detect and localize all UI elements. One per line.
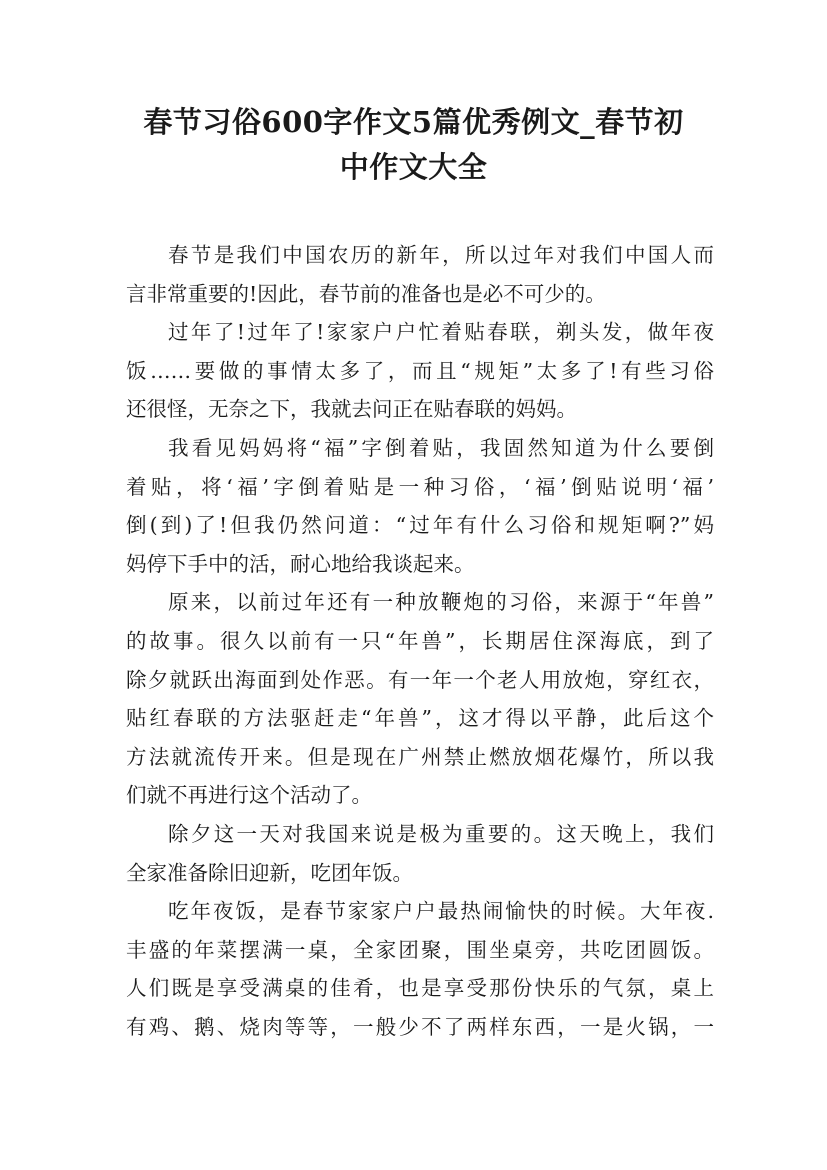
paragraph-line: 着贴，将‘福’字倒着贴是一种习俗，‘福’倒贴说明‘福’: [126, 474, 714, 499]
paragraph-line: 除夕就跃出海面到处作恶。有一年一个老人用放炮，穿红衣，: [126, 667, 714, 692]
paragraph-line: 们就不再进行这个活动了。: [126, 783, 372, 808]
paragraph-line: 我看见妈妈将“福”字倒着贴，我固然知道为什么要倒: [168, 435, 714, 460]
paragraph: [126, 236, 714, 313]
paragraph-line: 还很怪，无奈之下，我就去问正在贴春联的妈妈。: [126, 397, 577, 422]
paragraph-line: 除夕这一天对我国来说是极为重要的。这天晚上，我们: [168, 821, 714, 846]
paragraph-line: 全家准备除旧迎新，吃团年饭。: [126, 860, 413, 885]
paragraph: [126, 815, 714, 892]
document-body: [126, 236, 714, 1046]
paragraph-line: 的故事。很久以前有一只“年兽”，长期居住深海底，到了: [126, 628, 714, 653]
paragraph: [126, 583, 714, 815]
paragraph-line: 方法就流传开来。但是现在广州禁止燃放烟花爆竹，所以我: [126, 744, 714, 769]
paragraph: [126, 429, 714, 583]
paragraph-line: 过年了!过年了!家家户户忙着贴春联，剃头发，做年夜: [168, 320, 714, 345]
paragraph-line: 言非常重要的!因此，春节前的准备也是必不可少的。: [126, 281, 606, 306]
paragraph: [126, 313, 714, 429]
paragraph-line: 贴红春联的方法驱赶走“年兽”，这才得以平静，此后这个: [126, 706, 714, 731]
title-line: 中作文大全: [339, 150, 488, 184]
paragraph-line: 饭……要做的事情太多了，而且“规矩”太多了!有些习俗: [126, 358, 714, 383]
paragraph-line: 丰盛的年菜摆满一桌，全家团聚，围坐桌旁，共吃团圆饭。: [126, 937, 714, 962]
paragraph-line: 吃年夜饭，是春节家家户户最热闹愉快的时候。大年夜.: [168, 899, 714, 924]
document-title: [90, 100, 737, 190]
paragraph: [126, 892, 714, 1046]
paragraph-line: 有鸡、鹅、烧肉等等，一般少不了两样东西，一是火锅，一: [126, 1014, 714, 1039]
title-line: 春节习俗600字作文5篇优秀例文_春节初: [143, 105, 684, 139]
paragraph-line: 春节是我们中国农历的新年，所以过年对我们中国人而: [168, 243, 714, 267]
paragraph-line: 原来，以前过年还有一种放鞭炮的习俗，来源于“年兽”: [168, 590, 714, 615]
paragraph-line: 人们既是享受满桌的佳肴，也是享受那份快乐的气氛，桌上: [126, 976, 714, 1001]
paragraph-line: 倒(到)了!但我仍然问道：“过年有什么习俗和规矩啊?”妈: [126, 513, 714, 538]
paragraph-line: 妈停下手中的活，耐心地给我谈起来。: [126, 551, 475, 576]
